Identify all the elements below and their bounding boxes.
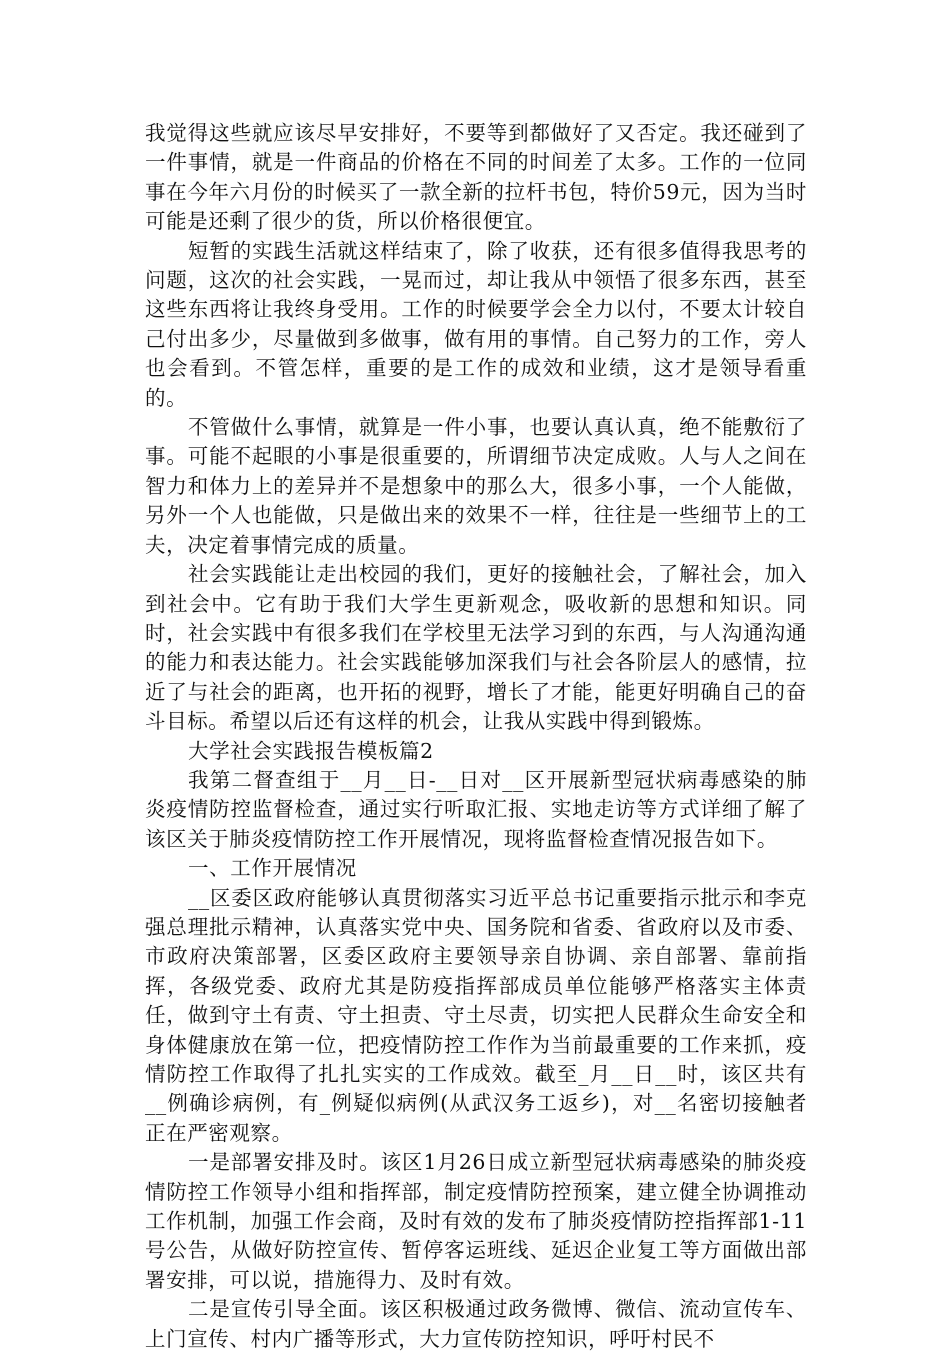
subsection-heading: 一、工作开展情况 <box>188 856 357 881</box>
paragraph-8: 二是宣传引导全面。该区积极通过政务微博、微信、流动宣传车、上门宣传、村内广播等形式，大力宣传防控知识，呼吁村民不 <box>145 1297 807 1351</box>
paragraph-3: 不管做什么事情，就算是一件小事，也要认真认真，绝不能敷衍了事。可能不起眼的小事是很重要的，所谓细节决定成败。人与人之间在智力和体力上的差异并不是想象中的那么大，很多小事，一个人能做，另外一个人也能做，只是做出来的效果不一样，往往是一些细节上的工夫，决定着事情完成的质量。 <box>145 415 807 557</box>
paragraph-2: 短暂的实践生活就这样结束了，除了收获，还有很多值得我思考的问题，这次的社会实践，一晃而过，却让我从中领悟了很多东西，甚至这些东西将让我终身受用。工作的时候要学会全力以付，不要太计较自己付出多少，尽量做到多做事，做有用的事情。自己努力的工作，旁人也会看到。不管怎样，重要的是工作的成效和业绩，这才是领导看重的。 <box>145 238 807 410</box>
paragraph-7: 一是部署安排及时。该区1月26日成立新型冠状病毒感染的肺炎疫情防控工作领导小组和指挥部，制定疫情防控预案，建立健全协调推动工作机制，加强工作会商，及时有效的发布了肺炎疫情防控指挥部1-11号公告，从做好防控宣传、暂停客运班线、延迟企业复工等方面做出部署安排，可以说，措施得力、及时有效。 <box>145 1150 807 1292</box>
paragraph-1: 我觉得这些就应该尽早安排好，不要等到都做好了又否定。我还碰到了一件事情，就是一件商品的价格在不同的时间差了太多。工作的一位同事在今年六月份的时候买了一款全新的拉杆书包，特价59元，因为当时可能是还剩了很少的货，所以价格很便宜。 <box>145 121 807 234</box>
paragraph-6: __区委区政府能够认真贯彻落实习近平总书记重要指示批示和李克强总理批示精神，认真落实党中央、国务院和省委、省政府以及市委、市政府决策部署，区委区政府主要领导亲自协调、亲自部署、靠前指挥，各级党委、政府尤其是防疫指挥部成员单位能够严格落实主体责任，做到守土有责、守土担责、守土尽责，切实把人民群众生命安全和身体健康放在第一位，把疫情防控工作作为当前最重要的工作来抓，疫情防控工作取得了扎扎实实的工作成效。截至_月__日__时，该区共有__例确诊病例，有_例疑似病例(从武汉务工返乡)，对__名密切接触者正在严密观察。 <box>145 885 807 1145</box>
paragraph-5: 我第二督查组于__月__日-__日对__区开展新型冠状病毒感染的肺炎疫情防控监督检查，通过实行听取汇报、实地走访等方式详细了解了该区关于肺炎疫情防控工作开展情况，现将监督检查情况报告如下。 <box>145 767 807 851</box>
document-page <box>145 119 807 1354</box>
section-title: 大学社会实践报告模板篇2 <box>188 738 434 763</box>
paragraph-4: 社会实践能让走出校园的我们，更好的接触社会，了解社会，加入到社会中。它有助于我们大学生更新观念，吸收新的思想和知识。同时，社会实践中有很多我们在学校里无法学习到的东西，与人沟通沟通的能力和表达能力。社会实践能够加深我们与社会各阶层人的感情，拉近了与社会的距离，也开拓的视野，增长了才能，能更好明确自己的奋斗目标。希望以后还有这样的机会，让我从实践中得到锻炼。 <box>145 562 807 734</box>
